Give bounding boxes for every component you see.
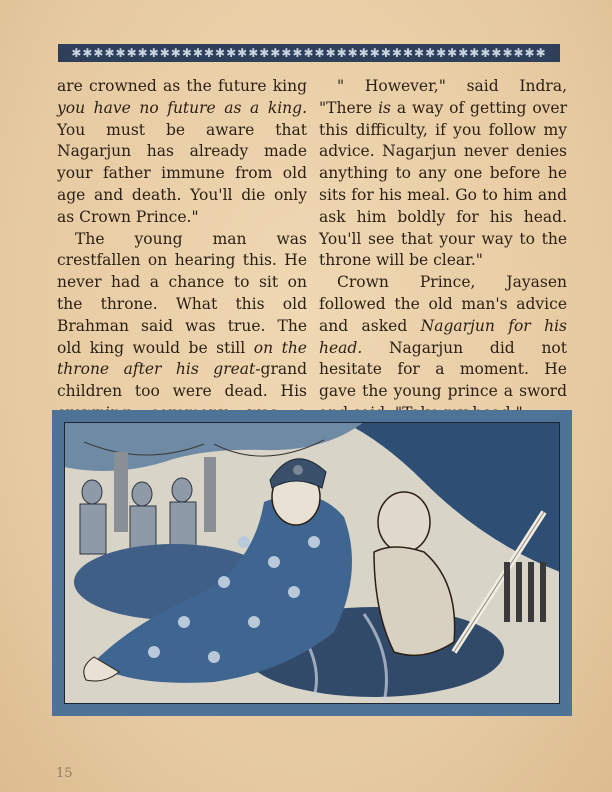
paragraph: Crown Prince, Jayasen followed the old man's advice and asked Nagarjun for his head. Nagarjun did not hesitate for a moment. He gave the young prince a sword bbox=[319, 273, 567, 401]
right-column bbox=[319, 76, 567, 425]
paragraph: " However," said Indra, "There is a way of getting over this difficulty, if you follow my advice. Nagarjun never denies anything to any one before he sits for his meal. Go to him and ask him boldly for his head. You'll see that your way to the throne will be clear." bbox=[319, 77, 567, 270]
paragraph: are crowned as the future king you have no future as a king. You must be aware that Nagarjun has already made your father immune from old age and death. You'll die only as Crown Prince." bbox=[57, 77, 307, 226]
illustration-art bbox=[64, 422, 560, 704]
story-illustration bbox=[52, 410, 572, 716]
left-column bbox=[57, 76, 307, 447]
decorative-border: ✱✱✱✱✱✱✱✱✱✱✱✱✱✱✱✱✱✱✱✱✱✱✱✱✱✱✱✱✱✱✱✱✱✱✱✱✱✱✱✱✱✱✱ bbox=[58, 44, 560, 62]
page-number: 15 bbox=[56, 766, 73, 781]
paragraph: The young man was crestfallen on hearing this. He never had a chance to sit on the throne. What this old Brahman said was true. The old king would be still on the throne after his great-grand children too were dead. His bbox=[57, 229, 307, 401]
